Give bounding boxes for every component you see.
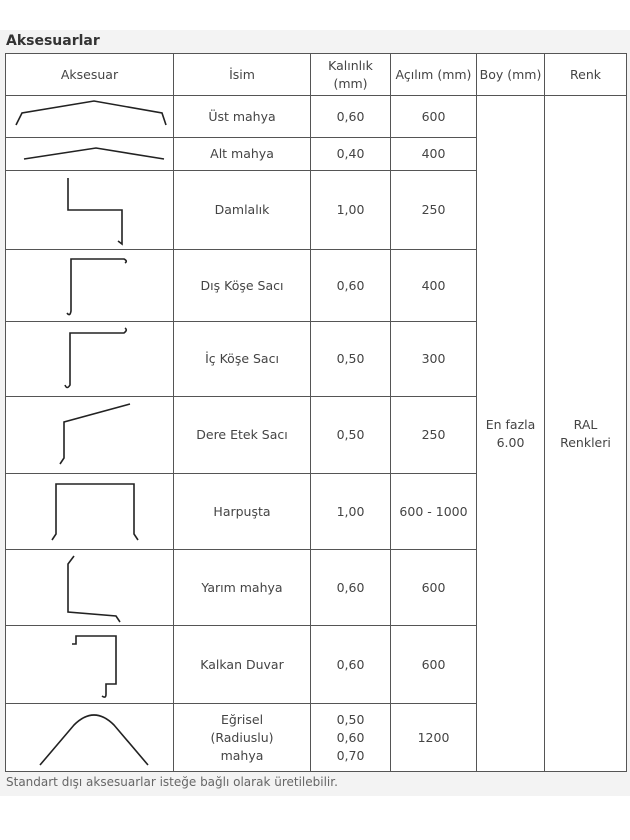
- table-header-row: [6, 54, 627, 96]
- color-cell: RAL Renkleri: [545, 96, 627, 772]
- accessories-table: [5, 53, 627, 772]
- row-opening: 250: [391, 171, 477, 250]
- accessory-cell: [6, 550, 174, 626]
- row-thickness: 0,50 0,60 0,70: [311, 704, 391, 772]
- row-opening: 250: [391, 397, 477, 474]
- row-thickness: 0,40: [311, 138, 391, 171]
- row-name: Alt mahya: [174, 138, 311, 171]
- row-opening: 400: [391, 250, 477, 322]
- row-name: Dış Köşe Sacı: [174, 250, 311, 322]
- yarim-mahya-profile-icon: [10, 552, 170, 624]
- row-name: İç Köşe Sacı: [174, 322, 311, 397]
- ic-kose-saci-profile-icon: [10, 323, 170, 395]
- section-title: Aksesuarlar: [6, 33, 100, 49]
- row-thickness: 1,00: [311, 474, 391, 550]
- row-name: Üst mahya: [174, 96, 311, 138]
- accessory-cell: [6, 474, 174, 550]
- row-name: Kalkan Duvar: [174, 626, 311, 704]
- table-row: [6, 96, 627, 138]
- accessory-cell: [6, 138, 174, 171]
- row-thickness: 0,50: [311, 322, 391, 397]
- row-opening: 400: [391, 138, 477, 171]
- kalkan-duvar-profile-icon: [10, 628, 170, 702]
- accessory-cell: [6, 322, 174, 397]
- row-thickness: 0,60: [311, 250, 391, 322]
- row-name: Dere Etek Sacı: [174, 397, 311, 474]
- row-thickness: 0,60: [311, 550, 391, 626]
- row-opening: 300: [391, 322, 477, 397]
- row-thickness: 0,60: [311, 96, 391, 138]
- row-opening: 600 - 1000: [391, 474, 477, 550]
- accessory-cell: [6, 397, 174, 474]
- egrisel-mahya-profile-icon: [10, 707, 170, 769]
- accessory-cell: [6, 626, 174, 704]
- header-thickness: Kalınlık (mm): [311, 54, 391, 96]
- accessory-cell: [6, 704, 174, 772]
- row-name: Yarım mahya: [174, 550, 311, 626]
- accessory-cell: [6, 96, 174, 138]
- header-accessory: Aksesuar: [6, 54, 174, 96]
- row-thickness: 1,00: [311, 171, 391, 250]
- row-thickness: 0,60: [311, 626, 391, 704]
- length-cell: En fazla 6.00: [477, 96, 545, 772]
- row-name: Harpuşta: [174, 474, 311, 550]
- header-name: İsim: [174, 54, 311, 96]
- accessory-cell: [6, 250, 174, 322]
- row-opening: 600: [391, 96, 477, 138]
- dis-kose-saci-profile-icon: [10, 251, 170, 321]
- row-opening: 1200: [391, 704, 477, 772]
- header-opening: Açılım (mm): [391, 54, 477, 96]
- header-color: Renk: [545, 54, 627, 96]
- row-thickness: 0,50: [311, 397, 391, 474]
- damlalik-profile-icon: [10, 172, 170, 248]
- accessory-cell: [6, 171, 174, 250]
- harpusta-profile-icon: [10, 476, 170, 548]
- row-opening: 600: [391, 550, 477, 626]
- header-length: Boy (mm): [477, 54, 545, 96]
- dere-etek-saci-profile-icon: [10, 398, 170, 472]
- row-name: Damlalık: [174, 171, 311, 250]
- row-name: Eğrisel (Radiuslu) mahya: [174, 704, 311, 772]
- row-opening: 600: [391, 626, 477, 704]
- footnote: Standart dışı aksesuarlar isteğe bağlı olarak üretilebilir.: [6, 775, 338, 789]
- ust-mahya-profile-icon: [10, 97, 170, 137]
- alt-mahya-profile-icon: [10, 139, 170, 169]
